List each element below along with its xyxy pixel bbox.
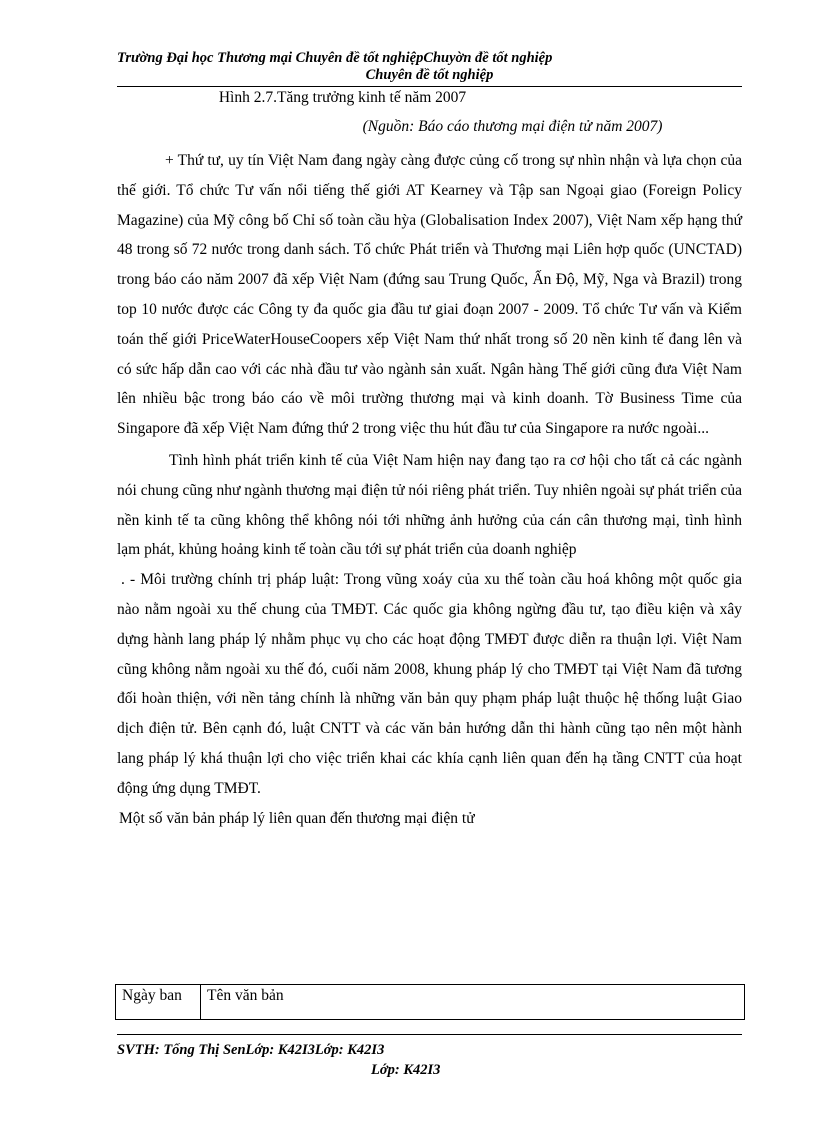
paragraph-legal-environment: . - Môi trường chính trị pháp luật: Trong vũng xoáy của xu thế toàn cầu hoá không một quốc gia nào nằm ngoài xu thế chung của TMĐT. Các quốc gia không ngừng đầu tư, tạo điều kiện và xây dựng hành lang pháp lý nhằm phục vụ cho các hoạt động TMĐT được diễn ra thuận lợi. Việt Nam cũng không nằm ngoài xu thế đó, cuối năm 2008, khung pháp lý cho TMĐT tại Việt Nam đã tương đối hoàn thiện, với nền tảng chính là những văn bản quy phạm pháp luật thuộc hệ thống luật Giao dịch điện tử. Bên cạnh đó, luật CNTT và các văn bản hướng dẫn thi hành cũng tạo nên một hành lang pháp lý khá thuận lợi cho việc triển khai các khía cạnh liên quan đến hạ tầng CNTT của hoạt động ứng dụng TMĐT. [117, 571, 742, 797]
header-rule [117, 86, 742, 87]
document-body [117, 146, 742, 833]
header-line-1: Trường Đại học Thương mại Chuyên đề tốt nghiệpChuyờn đề tốt nghiệp [117, 50, 553, 66]
table-header-date: Ngày ban [116, 985, 201, 1020]
table-header-document-name: Tên văn bản [201, 985, 745, 1020]
paragraph-economic-situation: Tình hình phát triển kinh tế của Việt Nam hiện nay đang tạo ra cơ hội cho tất cả các ngành nói chung cũng như ngành thương mại điện tử nói riêng phát triển. Tuy nhiên ngoài sự phát triển của nền kinh tế ta cũng không thể không nói tới những ảnh hưởng của cán cân thương mại, tình hình lạm phát, khủng hoảng kinh tế toàn cầu tới sự phát triển của doanh nghiệp [117, 451, 742, 559]
footer-line-2: Lớp: K42I3 [371, 1062, 441, 1078]
page-footer [117, 1040, 742, 1080]
header-line-2: Chuyên đề tốt nghiệp [365, 67, 494, 83]
legal-documents-table [115, 984, 745, 1020]
page-header [117, 50, 742, 84]
paragraph-reputation: + Thứ tư, uy tín Việt Nam đang ngày càng được củng cố trong sự nhìn nhận và lựa chọn của thế giới. Tổ chức Tư vấn nổi tiếng thế giới AT Kearney và Tập san Ngoại giao (Foreign Policy Magazine) của Mỹ công bố Chỉ số toàn cầu hỳa (Globalisation Index 2007), Việt Nam xếp hạng thứ 48 trong số 72 nước trong danh sách. Tổ chức Phát triển và Thương mại Liên hợp quốc (UNCTAD) trong báo cáo năm 2007 đã xếp Việt Nam (đứng sau Trung Quốc, Ấn Độ, Mỹ, Nga và Brazil) trong top 10 nước được các Công ty đa quốc gia đầu tư giai đoạn 2007 - 2009. Tổ chức Tư vấn và Kiểm toán thế giới PriceWaterHouseCoopers xếp Việt Nam thứ nhất trong số 20 nền kinh tế đang lên và có sức hấp dẫn cao với các nhà đầu tư vào ngành sản xuất. Ngân hàng Thế giới cũng đưa Việt Nam lên nhiều bậc trong báo cáo về môi trường thương mại và kinh doanh. Tờ Business Time của Singapore đã xếp Việt Nam đứng thứ 2 trong việc thu hút đầu tư của Singapore ra nước ngoài... [117, 152, 742, 438]
footer-line-1: SVTH: Tống Thị SenLớp: K42I3Lớp: K42I3 [117, 1042, 385, 1058]
figure-caption: Hình 2.7.Tăng trưởng kinh tế năm 2007 [218, 89, 467, 106]
table-header-row [116, 985, 745, 1020]
figure-source: (Nguồn: Báo cáo thương mại điện tử năm 2007) [362, 118, 663, 135]
footer-rule [117, 1034, 742, 1035]
paragraph-legal-documents-intro: Một số văn bản pháp lý liên quan đến thương mại điện tử [119, 809, 475, 827]
